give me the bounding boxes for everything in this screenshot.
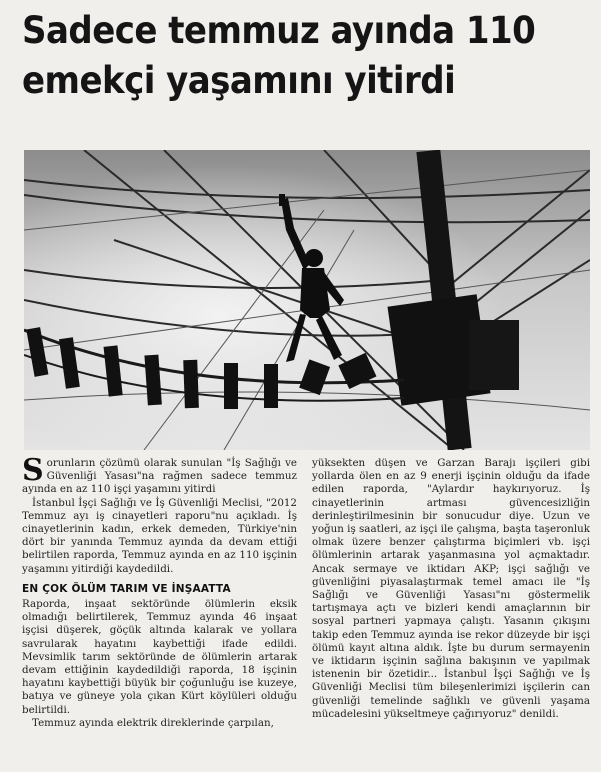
body-paragraph-1: İstanbul İşçi Sağlığı ve İş Güvenliği Meclisi, "2012 Temmuz ayı iş cinayetleri raporu"nu açıkladı. İş cinayetlerinin kadın, erkek demeden, Türkiye'nin dört bir yanında Temmuz ayında da devam ettiği belirtilen raporda, Temmuz ayında en az 110 işçinin yaşamını yitirdiği kaydedildi. (22, 496, 297, 575)
body-paragraph-2: Raporda, inşaat sektöründe ölümlerin eksik olmadığı belirtilerek, Temmuz ayında 46 inşaat işçisi düşerek, göçük altında kalarak ve yollara savrularak hayatını kaybettiği ifade edildi. Mevsimlik tarım sektöründe de ölümlerin artarak devam ettiğinin kaydedildiği raporda, 18 işçinin hayatını kaybettiği büyük bir çoğunluğu ise kuzeye, batıya ve güneye yola çıkan Kürt köylüleri olduğu belirtildi. (22, 598, 297, 716)
dropcap: S (22, 453, 44, 488)
article-photo (24, 150, 590, 450)
photo-rope-course-worker (24, 150, 590, 450)
lead-text: orunların çözümü olarak sunulan "İş Sağlığı ve Güvenliği Yasası"na rağmen sadece temmuz ayında en az 110 işçi yaşamını yitirdi (22, 457, 297, 496)
headline (22, 6, 546, 106)
section-subhead: EN ÇOK ÖLÜM TARIM VE İNŞAATTA (22, 582, 231, 595)
lead-paragraph (22, 453, 297, 497)
headline-line-2: emekçi yaşamını yitirdi (22, 59, 456, 102)
headline-line-1: Sadece temmuz ayında 110 (22, 9, 536, 52)
article-column-left (22, 453, 297, 730)
body-paragraph-4: yüksekten düşen ve Garzan Barajı işçileri gibi yollarda ölen en az 9 enerji işçinin olduğu da ifade edilen raporda, "Aylardır haykırıyoruz. İş cinayetlerinin artması güvencesizliğin derinleştirilmesinin bir sonucudur diye. Uzun ve yoğun iş saatleri, az işçi ile çalışma, başta taşeronluk olmak üzere benzer çalıştırma biçimleri vb. işçi ölümlerinin artarak yaşanmasına yol açmaktadır. Ancak sermaye ve iktidarı AKP; işçi sağlığı ve güvenliğini piyasalaştırmak temel amacı ile "İş Sağlığı ve Güvenliği Yasası"nı göstermelik tartışmaya açtı ve bizleri kendi amaçlarının bir sosyal partneri yapmaya çalıştı. Yasanın çıkışını takip eden Temmuz ayında ise rekor düzeyde bir işçi ölümü kayıt altına aldık. İşte bu durum sermayenin ve iktidarın işçinin sağlına bakışının ve yapılmak istenenin bir özetidir... İstanbul İşçi Sağlığı ve İş Güvenliği Meclisi tüm bileşenlerimizi işçilerin can güvenliği temelinde sağlıklı ve güvenli yaşama mücadelesini yükseltmeye çağırıyoruz" denildi. (312, 457, 590, 720)
article-column-right (312, 457, 590, 721)
body-paragraph-3: Temmuz ayında elektrik direklerinde çarpılan, (32, 716, 274, 729)
